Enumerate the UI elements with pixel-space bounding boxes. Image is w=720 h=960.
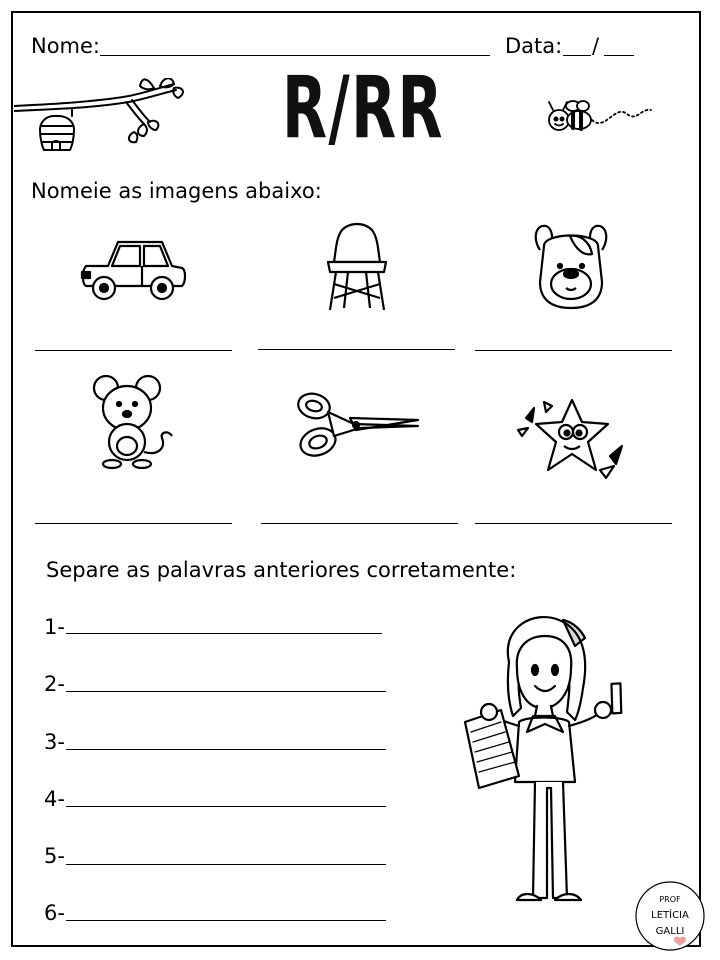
item-number-6: 6-	[44, 901, 65, 925]
answer-line-5[interactable]	[261, 523, 458, 524]
date-month-line[interactable]	[604, 55, 634, 56]
star-icon	[516, 394, 628, 480]
stamp-line-3: GALLI	[655, 926, 685, 937]
syllable-line-4[interactable]	[66, 806, 386, 807]
answer-line-4[interactable]	[35, 523, 232, 524]
syllable-line-5[interactable]	[66, 864, 386, 865]
date-separator: /	[592, 34, 600, 58]
answer-line-3[interactable]	[475, 350, 672, 351]
scissors-icon	[294, 388, 422, 464]
instruction-separate-words: Separe as palavras anteriores corretamente:	[46, 558, 517, 582]
car-icon	[80, 236, 188, 304]
branch-beehive-icon	[14, 78, 184, 160]
bee-icon	[545, 98, 655, 138]
chair-icon	[322, 222, 392, 314]
item-number-4: 4-	[44, 787, 65, 811]
syllable-line-1[interactable]	[66, 633, 382, 634]
syllable-line-6[interactable]	[66, 920, 386, 921]
item-number-1: 1-	[44, 615, 65, 639]
answer-line-2[interactable]	[258, 349, 455, 350]
name-label: Nome:	[31, 34, 101, 58]
item-number-2: 2-	[44, 672, 65, 696]
item-number-3: 3-	[44, 730, 65, 754]
author-stamp	[634, 880, 706, 952]
name-line[interactable]	[100, 55, 490, 56]
date-label: Data:	[505, 34, 563, 58]
dog-icon	[530, 220, 612, 312]
answer-line-6[interactable]	[475, 523, 672, 524]
stamp-line-2: LETÍCIA	[651, 910, 689, 921]
stamp-line-1: PROF	[659, 895, 681, 904]
syllable-line-3[interactable]	[66, 749, 386, 750]
date-day-line[interactable]	[563, 55, 591, 56]
instruction-name-pictures: Nomeie as imagens abaixo:	[31, 179, 322, 203]
page-title: R/RR	[282, 58, 444, 158]
answer-line-1[interactable]	[35, 350, 232, 351]
mouse-icon	[92, 372, 178, 470]
item-number-5: 5-	[44, 844, 65, 868]
syllable-line-2[interactable]	[66, 691, 386, 692]
girl-with-paper-pencil-icon	[455, 612, 635, 912]
